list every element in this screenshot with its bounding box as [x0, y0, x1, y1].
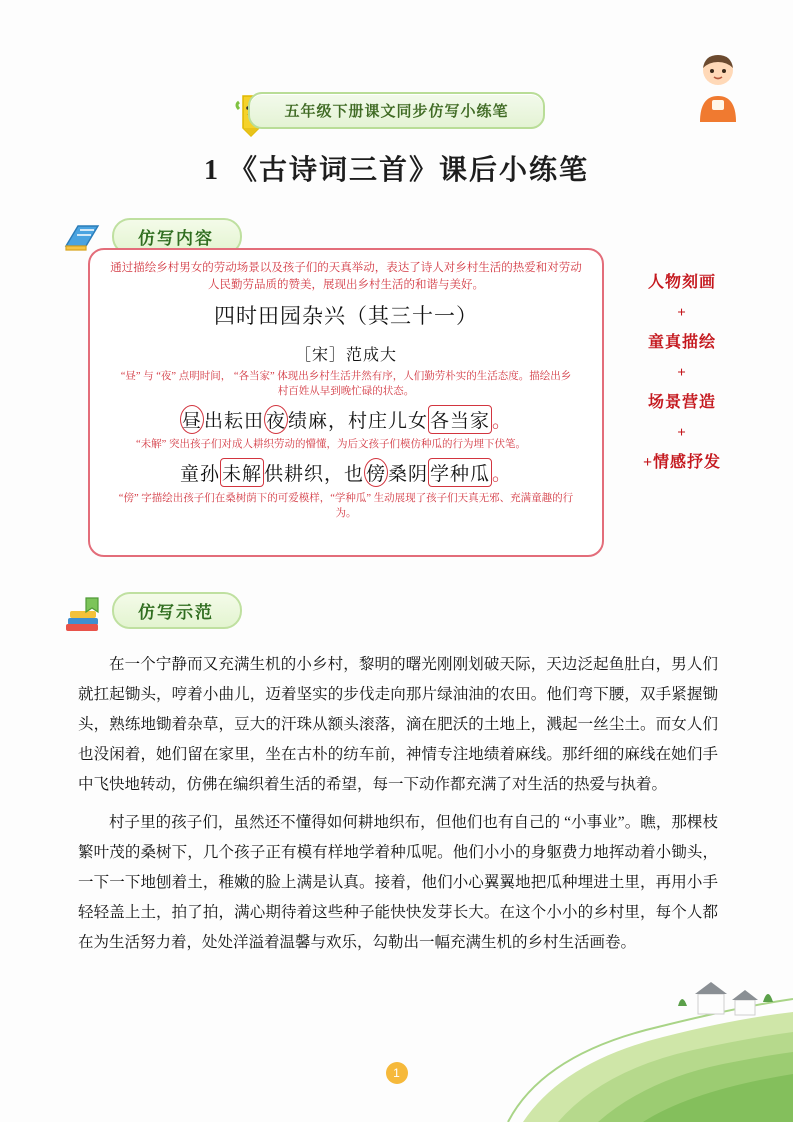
poem-line-1-mark-a: 昼	[180, 405, 204, 434]
section-label-content: 仿写内容	[112, 218, 242, 255]
subject-banner	[0, 92, 793, 129]
keyword-plus: +	[677, 365, 687, 381]
poem-line-2-mark-d: 傍	[364, 458, 388, 487]
keyword-item: +情感抒发	[642, 454, 722, 471]
body-paragraph: 村子里的孩子们，虽然还不懂得如何耕地织布，但他们也有自己的 “小事业”。瞧，那棵枝繁叶茂的桑树下，几个孩子正有模有样地学着种瓜呢。他们小小的身躯费力地挥动着小锄头，一下一下地刨着土，稚嫩的脸上满是认真。接着，他们小心翼翼地把瓜种埋进土里，再用小手轻轻盖上土，拍了拍，满心期待着这些种子能快快发芽长大。在这个小小的乡村里，每个人都在为生活努力着，处处洋溢着温馨与欢乐，勾勒出一幅充满生机的乡村生活画卷。	[78, 814, 718, 951]
poem-author: ［宋］范成大	[294, 347, 397, 364]
example-body	[78, 650, 718, 966]
books-icon	[62, 594, 102, 628]
notebook-icon	[62, 220, 102, 254]
content-intro: 通过描绘乡村男女的劳动场景以及孩子们的天真举动，表达了诗人对乡村生活的热爱和对劳动人民勤劳品质的赞美，展现出乡村生活的和谐与美好。	[110, 262, 582, 291]
poem-line-2-text-c: 供耕织，也	[263, 464, 364, 485]
keyword-list	[612, 268, 752, 478]
body-paragraph: 在一个宁静而又充满生机的小乡村，黎明的曙光刚刚划破天际，天边泛起鱼肚白，男人们就扛起锄头，哼着小曲儿，迈着坚实的步伐走向那片绿油油的农田。他们弯下腰，双手紧握锄头，熟练地锄着杂草，豆大的汗珠从额头滚落，滴在肥沃的土地上，溅起一丝尘土。而女人们也没闲着，她们留在家里，坐在古朴的纺车前，神情专注地绩着麻线。那纤细的麻线在她们手中飞快地转动，仿佛在编织着生活的希望，每一下动作都充满了对生活的热爱与执着。	[78, 656, 718, 793]
poem-note-2: “未解” 突出孩子们对成人耕织劳动的懵懂，为后文孩子们模仿种瓜的行为埋下伏笔。	[136, 439, 526, 450]
page-title: 1 《古诗词三首》课后小练笔	[203, 155, 589, 186]
poem-line-2-mark-b: 未解	[220, 458, 264, 487]
poem-line-1-mark-e: 各当家	[428, 405, 492, 434]
subject-banner-label: 五年级下册课文同步仿写小练笔	[248, 92, 544, 129]
poem-line-1-mark-c: 夜	[264, 405, 288, 434]
section-heading-example	[62, 592, 242, 629]
poem-line-2-mark-f: 学种瓜	[428, 458, 492, 487]
keyword-plus: +	[677, 425, 687, 441]
page-number: 1	[386, 1062, 408, 1084]
poem-note-3: “傍” 字描绘出孩子们在桑树荫下的可爱模样，“学种瓜” 生动展现了孩子们天真无邪、充满童趣的行为。	[118, 493, 574, 519]
poem-title: 四时田园杂兴（其三十一）	[214, 304, 478, 328]
section-label-example: 仿写示范	[112, 592, 242, 629]
keyword-item: 人物刻画	[647, 274, 716, 291]
rice-terrace-illustration	[463, 972, 793, 1122]
poem-line-2-text-a: 童孙	[179, 464, 220, 485]
content-box	[88, 248, 604, 557]
poem-line-1-text-d: 绩麻，村庄儿女	[288, 411, 429, 432]
poem-line-2-text-e: 桑阴	[388, 464, 429, 485]
poem-line-1-text-b: 出耘田	[203, 411, 264, 432]
keyword-item: 童真描绘	[647, 334, 716, 351]
poem-line-2-text-g: 。	[492, 464, 513, 485]
poem-line-1	[90, 405, 602, 434]
poem-note-1: “昼” 与 “夜” 点明时间， “各当家” 体现出乡村生活井然有序，人们勤劳朴实的生活态度。描绘出乡村百姓从早到晚忙碌的状态。	[120, 371, 572, 397]
poem-line-1-text-f: 。	[492, 411, 513, 432]
keyword-item: 场景营造	[647, 394, 716, 411]
poem-line-2	[90, 458, 602, 487]
keyword-plus: +	[677, 305, 687, 321]
